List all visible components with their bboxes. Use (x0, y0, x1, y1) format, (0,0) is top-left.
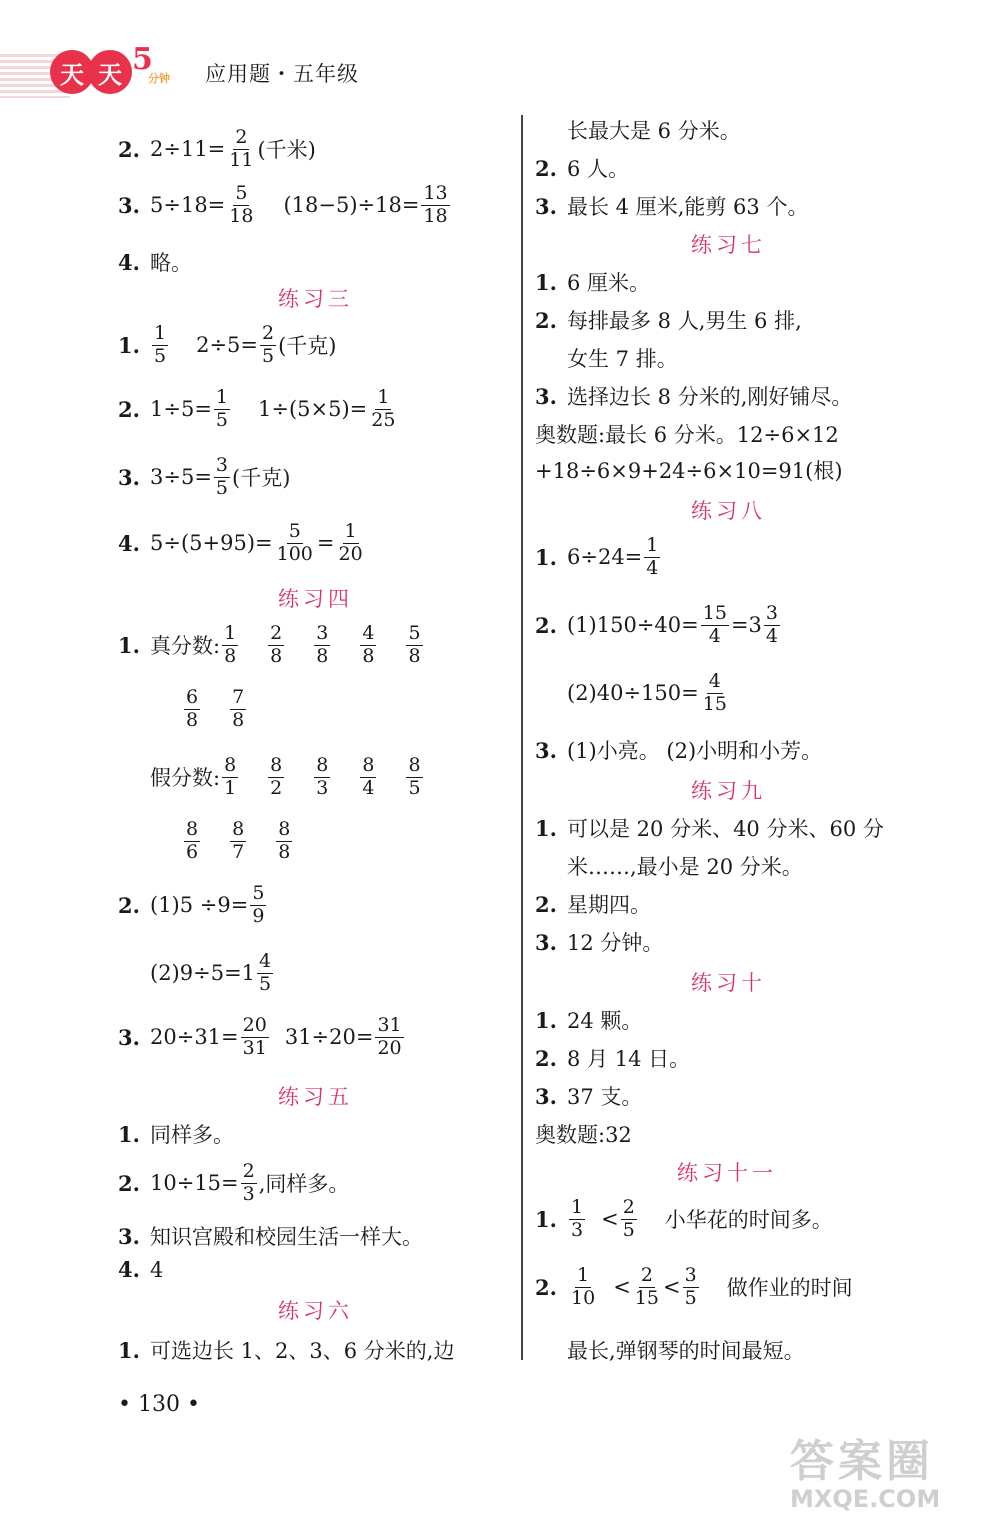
answer-line (118, 1335, 454, 1365)
answer-line (535, 1197, 833, 1242)
fraction: $\frac{2}{11}$ (229, 126, 254, 171)
fraction: $\frac{8}{7}$ (232, 818, 245, 863)
answer-text: 24 颗。 (567, 1009, 643, 1033)
answer-text: 最长 4 厘米,能剪 63 个。 (567, 195, 809, 219)
fraction: $\frac{3}{4}$ (765, 602, 778, 647)
section-title: 练习十 (691, 971, 766, 995)
expression: 6÷24= (567, 545, 643, 570)
answer-line (118, 127, 316, 172)
answer-line (567, 115, 741, 145)
fraction: $\frac{2}{5}$ (622, 1196, 635, 1241)
answer-text: 8 月 14 日。 (567, 1047, 691, 1071)
less-than-sign: < (601, 1207, 619, 1232)
answer-line (118, 1119, 234, 1149)
fraction: $\frac{4}{5}$ (259, 950, 272, 995)
answer-line (535, 1005, 642, 1035)
item-number: 1. (535, 815, 557, 841)
answer-text: 做作业的时间 (726, 1276, 853, 1301)
expression: 20÷31= (150, 1025, 239, 1050)
item-number: 1. (118, 332, 140, 358)
watermark-text: 答案圈 (790, 1436, 934, 1487)
answer-line (535, 735, 822, 765)
expression: 5÷(5+95)= (150, 531, 273, 556)
fraction: $\frac{15}{4}$ (702, 602, 727, 647)
item-number: 2. (535, 155, 557, 181)
fraction: $\frac{31}{20}$ (377, 1014, 402, 1059)
expression: (2)40÷150= (567, 681, 699, 706)
answer-line (118, 1015, 406, 1060)
answer-text: 星期四。 (567, 893, 651, 917)
fraction: $\frac{4}{15}$ (702, 670, 727, 715)
fraction: $\frac{3}{5}$ (215, 454, 229, 499)
expression: 2÷5= (196, 333, 259, 358)
item-number: 1. (535, 1206, 557, 1232)
item-number: 3. (118, 1223, 140, 1249)
answer-text: 可选边长 1、2、3、6 分米的,边 (150, 1339, 455, 1363)
answer-text: 6 厘米。 (567, 271, 651, 295)
expression: (1)150÷40= (567, 613, 699, 638)
answer-text: 6 人。 (567, 157, 630, 181)
expression: (2)9÷5=1 (150, 961, 256, 986)
book-title: 应用题・五年级 (205, 62, 359, 86)
answer-line (535, 1265, 853, 1310)
answer-line (118, 1257, 163, 1282)
item-number: 2. (535, 612, 557, 638)
answer-line (118, 521, 367, 566)
item-number: 3. (535, 193, 557, 219)
expression: 10÷15= (150, 1171, 239, 1196)
answer-line (535, 813, 884, 843)
page-header (0, 40, 520, 110)
item-number: 1. (118, 632, 140, 658)
answer-text: 小华花的时间多。 (664, 1208, 833, 1233)
answer-line (535, 191, 808, 221)
answer-line (535, 267, 650, 297)
answer-text: 同样多。 (150, 1123, 234, 1147)
fraction: $\frac{2}{15}$ (634, 1264, 659, 1309)
logo-char-1: 天 (50, 50, 94, 94)
item-number: 4. (118, 249, 140, 275)
fraction: $\frac{8}{4}$ (362, 754, 375, 799)
item-number: 1. (118, 1337, 140, 1363)
less-than-sign: < (613, 1275, 631, 1300)
item-number: 3. (535, 1083, 557, 1109)
answer-text: 选择边长 8 分米的,刚好铺尽。 (567, 385, 853, 409)
answer-text: 米……,最小是 20 分米。 (567, 855, 803, 879)
fraction: $\frac{8}{6}$ (186, 818, 199, 863)
answer-text: 37 支。 (567, 1085, 643, 1109)
expression: (1)5 ÷9= (150, 893, 249, 918)
fraction: $\frac{3}{5}$ (684, 1264, 697, 1309)
item-number: 2. (535, 1045, 557, 1071)
expression: =3 (730, 613, 762, 638)
answer-line (535, 455, 843, 485)
fraction: $\frac{7}{8}$ (232, 686, 245, 731)
fraction: $\frac{1}{5}$ (154, 322, 167, 367)
section-title: 练习九 (691, 779, 766, 803)
less-than-sign: < (662, 1275, 681, 1300)
item-number: 3. (118, 464, 140, 490)
answer-line (118, 387, 399, 432)
answer-line (567, 851, 803, 881)
answer-line (118, 883, 268, 928)
fraction: $\frac{8}{3}$ (316, 754, 329, 799)
item-number: 3. (118, 1024, 140, 1050)
answer-line (182, 819, 294, 864)
expression: 3÷5= (150, 465, 212, 490)
answer-line (535, 1081, 642, 1111)
item-number: 2. (118, 396, 140, 422)
fraction: $\frac{1}{25}$ (371, 386, 396, 431)
fraction: $\frac{5}{9}$ (252, 882, 265, 927)
answer-line (535, 153, 629, 183)
answer-line (150, 755, 425, 800)
expression: 1÷5= (150, 397, 212, 422)
item-number: 2. (118, 1170, 140, 1196)
answer-line (118, 455, 290, 500)
answer-line (535, 889, 651, 919)
logo-char-2: 天 (88, 50, 132, 94)
label: 假分数: (150, 766, 221, 791)
answer-line (535, 419, 839, 449)
olympiad-answer: +18÷6×9+24÷6×10=91(根) (535, 459, 843, 483)
fraction: $\frac{8}{5}$ (408, 754, 421, 799)
fraction: $\frac{1}{8}$ (224, 622, 237, 667)
column-divider (521, 115, 523, 1360)
section-title: 练习六 (278, 1299, 353, 1323)
item-number: 2. (118, 136, 140, 162)
page-number: • 130 • (118, 1392, 200, 1417)
fraction: $\frac{8}{2}$ (270, 754, 283, 799)
answer-line (567, 1335, 805, 1365)
expression: (18−5)÷18= (283, 193, 420, 218)
watermark-logo (790, 1425, 940, 1513)
answer-line (182, 687, 248, 732)
section-title: 练习七 (691, 233, 766, 257)
answer-line (118, 183, 452, 228)
item-number: 1. (535, 1007, 557, 1033)
section-title: 练习三 (278, 287, 353, 311)
logo-five: 5 (132, 42, 153, 77)
item-number: 1. (535, 269, 557, 295)
answer-text: 知识宫殿和校园生活一样大。 (150, 1225, 423, 1249)
fraction: $\frac{2}{8}$ (270, 622, 283, 667)
item-number: 4. (118, 1257, 140, 1282)
fraction: $\frac{2}{5}$ (262, 322, 275, 367)
answer-text: 最长,弹钢琴的时间最短。 (567, 1339, 805, 1363)
fraction: $\frac{8}{1}$ (224, 754, 237, 799)
fraction: $\frac{13}{18}$ (423, 182, 448, 227)
answer-text: 12 分钟。 (567, 931, 664, 955)
logo-subtitle: 分钟 (148, 72, 170, 85)
item-number: 3. (535, 737, 557, 763)
answer-line (118, 247, 192, 277)
unit: (千克) (278, 334, 337, 359)
answer-line (567, 343, 678, 373)
expression: 2÷11= (150, 137, 226, 162)
answer-line (118, 1221, 423, 1251)
item-number: 2. (535, 891, 557, 917)
fraction: $\frac{8}{8}$ (278, 818, 291, 863)
item-number: 2. (118, 892, 140, 918)
answer-line (535, 1119, 632, 1149)
fraction: $\frac{5}{100}$ (276, 520, 313, 565)
label: 真分数: (150, 634, 221, 659)
unit: (千米) (257, 138, 316, 163)
equals-sign: = (316, 531, 335, 556)
item-number: 3. (535, 929, 557, 955)
fraction: $\frac{20}{31}$ (242, 1014, 267, 1059)
section-title: 练习四 (278, 587, 353, 611)
watermark-url: MXQE.COM (790, 1485, 941, 1513)
fraction: $\frac{5}{18}$ (229, 182, 254, 227)
answer-line (118, 323, 337, 368)
item-number: 2. (535, 307, 557, 333)
answer-line (118, 1161, 349, 1206)
unit: (千克) (232, 466, 291, 491)
answer-text: 女生 7 排。 (567, 347, 678, 371)
fraction: $\frac{1}{5}$ (215, 386, 229, 431)
fraction: $\frac{1}{20}$ (338, 520, 363, 565)
expression: 5÷18= (150, 193, 226, 218)
answer-line (118, 623, 425, 668)
fraction: $\frac{6}{8}$ (186, 686, 199, 731)
fraction: $\frac{1}{10}$ (571, 1264, 596, 1309)
item-number: 1. (535, 544, 557, 570)
fraction: $\frac{3}{8}$ (316, 622, 329, 667)
fraction: $\frac{4}{8}$ (362, 622, 375, 667)
answer-text: 可以是 20 分米、40 分米、60 分 (567, 817, 884, 841)
answer-line (535, 381, 852, 411)
answer-line (535, 305, 802, 335)
fraction: $\frac{2}{3}$ (242, 1160, 255, 1205)
answer-text: ,同样多。 (258, 1172, 350, 1197)
section-title: 练习五 (278, 1085, 353, 1109)
answer-text: (1)小亮。 (2)小明和小芳。 (567, 739, 823, 763)
answer-text: 长最大是 6 分米。 (567, 119, 741, 143)
item-number: 3. (535, 383, 557, 409)
item-number: 2. (535, 1274, 557, 1300)
answer-line (150, 951, 275, 996)
answer-text: 略。 (150, 251, 192, 275)
olympiad-answer: 奥数题:32 (535, 1123, 632, 1147)
expression: 1÷(5×5)= (258, 397, 368, 422)
fraction: $\frac{1}{3}$ (571, 1196, 584, 1241)
section-title: 练习十一 (677, 1161, 777, 1185)
olympiad-answer: 奥数题:最长 6 分米。12÷6×12 (535, 423, 839, 447)
section-title: 练习八 (691, 499, 766, 523)
expression: 31÷20= (284, 1025, 374, 1050)
answer-line (535, 927, 663, 957)
answer-text: 每排最多 8 人,男生 6 排, (567, 309, 802, 333)
fraction: $\frac{1}{4}$ (646, 534, 659, 579)
answer-line (567, 671, 731, 716)
item-number: 1. (118, 1121, 140, 1147)
answer-line (535, 535, 662, 580)
answer-line (535, 1043, 690, 1073)
item-number: 4. (118, 530, 140, 556)
answer-line (535, 603, 782, 648)
fraction: $\frac{5}{8}$ (408, 622, 421, 667)
answer-text: 4 (150, 1257, 164, 1282)
item-number: 3. (118, 192, 140, 218)
